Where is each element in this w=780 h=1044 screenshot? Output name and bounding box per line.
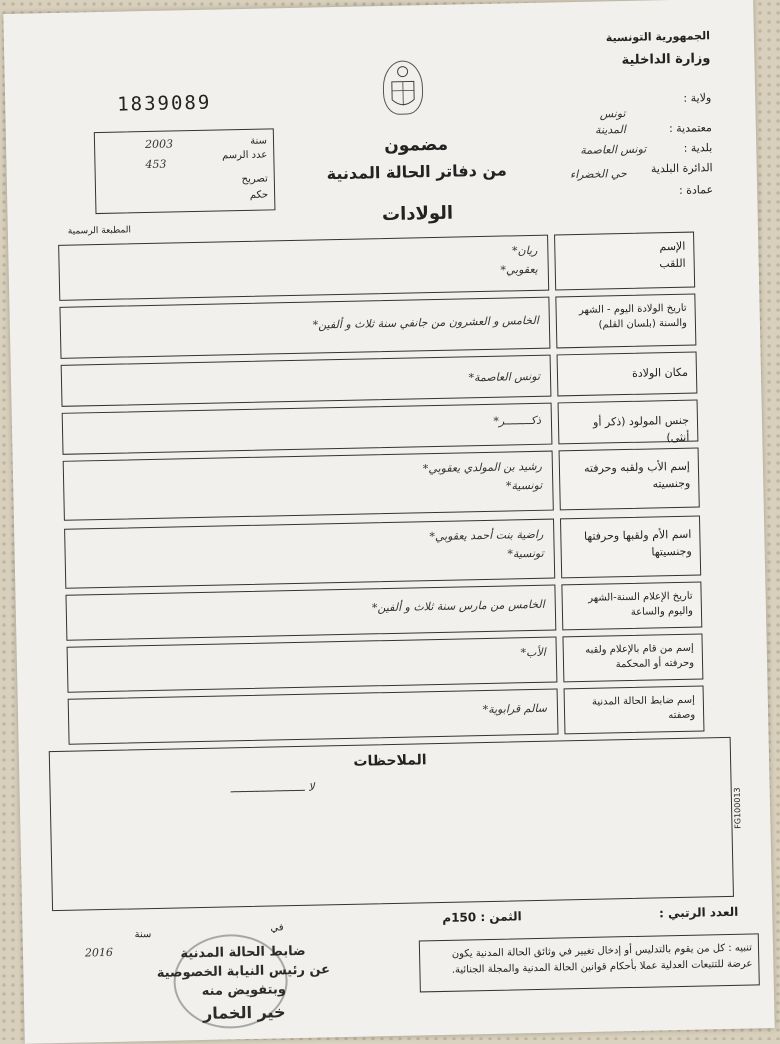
birth-date-label: تاريخ الولادة اليوم - الشهر والسنة (بلسان القلم) [555,294,696,349]
mother-label: اسم الأم ولقبها وحرفتها وجنسيتها [560,515,701,578]
year-label-footer: سنة [134,929,151,940]
printer-label: المطبعة الرسمية [68,225,131,236]
record-number-value: 453 [145,158,166,171]
name-value-cell [58,235,549,301]
mother-value: راضية بنت أحمد يعقوبي* [75,526,543,554]
mother-nationality: تونسية* [76,544,544,572]
side-code: FG100013 [733,787,743,829]
extract-title: مضمون [336,134,496,157]
father-label: إسم الأب ولقبه وحرفته وجنسيته [559,448,700,511]
republic-name: الجمهورية التونسية [606,29,710,44]
governorate-value: تونس [600,107,626,121]
delegation-label: معتمدية : [669,121,712,135]
signature-block [143,942,345,1026]
serial-label: العدد الرتبي : [659,905,739,921]
surname-label: اللقب [564,255,686,274]
governorate-label: ولاية : [683,91,711,105]
municipality-value: تونس العاصمة [580,143,646,157]
birth-date-value: الخامس و العشرون من جانفي سنة ثلاث و ألفين* [59,297,550,359]
district-label: الدائرة البلدية [651,161,713,175]
declarant-value: الأب* [67,637,558,693]
ministry-name: وزارة الداخلية [621,51,710,68]
officer-label: إسم ضابط الحالة المدنية وصفته [564,685,705,734]
father-value-cell [63,451,554,521]
delegation-value: المدينة [595,123,626,137]
name-label: الإسم [563,239,685,258]
birth-place-value: تونس العاصمة* [61,355,552,407]
year-label: سنة [250,135,267,146]
price: الثمن : 150م [442,909,522,925]
notes-value: لا ـــــــــــــــــــــــ [230,781,314,796]
birth-place-label: مكان الولادة [557,352,698,397]
district-value: حي الخضراء [570,167,627,181]
serial-number: 1839089 [117,92,212,116]
signature-line-2: عن رئيس النيابة الخصوصية [143,961,343,984]
year-value: 2003 [145,137,173,151]
officer-value: سالم قرابوية* [68,689,559,745]
registers-title: من دفاتر الحالة المدنية [317,160,517,183]
father-nationality: تونسية* [74,476,542,504]
signature-line-3: وبتفويض منه [144,980,344,1003]
birth-certificate-document [3,0,774,1044]
father-value: رشيد بن المولدي يعقوبي* [74,458,542,486]
record-number-label: عدد الرسم [222,149,267,161]
sex-label: جنس المولود (ذكر أو أنثى) [558,400,699,445]
governorate-row [683,91,711,105]
warning-notice: تنبيه : كل من يقوم بالتدليس أو إدخال تغيير في وثائق الحالة المدنية يكون عرضة للتتبعات العدلية عملا بأحكام قوانين الحالة المدنية والمجلة الجنائية. [419,933,760,992]
judgment-label: حكم [250,189,269,200]
signature-line-1: ضابط الحالة المدنية [143,942,343,965]
declaration-date-label: تاريخ الإعلام السنة-الشهر واليوم والساعة [561,581,702,630]
mother-value-cell [64,519,555,589]
tunisia-coat-of-arms-icon [382,60,423,115]
name-label-cell [554,232,695,291]
name-value: ريان* [69,242,537,270]
declarant-label: إسم من قام بالإعلام ولقبه وحرفته أو المحكمة [562,633,703,682]
declaration-date-value: الخامس من مارس سنة ثلاث و ألفين* [65,585,556,641]
notes-title: الملاحظات [50,746,730,776]
declaration-label: تصريح [241,173,267,185]
signature-line-4: خير الخمار [144,999,344,1026]
sex-value: ذكــــــــر* [62,403,553,455]
in-label: في [270,922,283,933]
surname-value: يعقوبي* [70,261,538,289]
year-value-footer: 2016 [85,946,113,960]
municipality-label: بلدية : [683,141,712,155]
notes-box [49,737,734,911]
births-title: الولادات [337,202,497,226]
record-box [94,128,276,214]
omda-label: عمادة : [679,183,713,197]
